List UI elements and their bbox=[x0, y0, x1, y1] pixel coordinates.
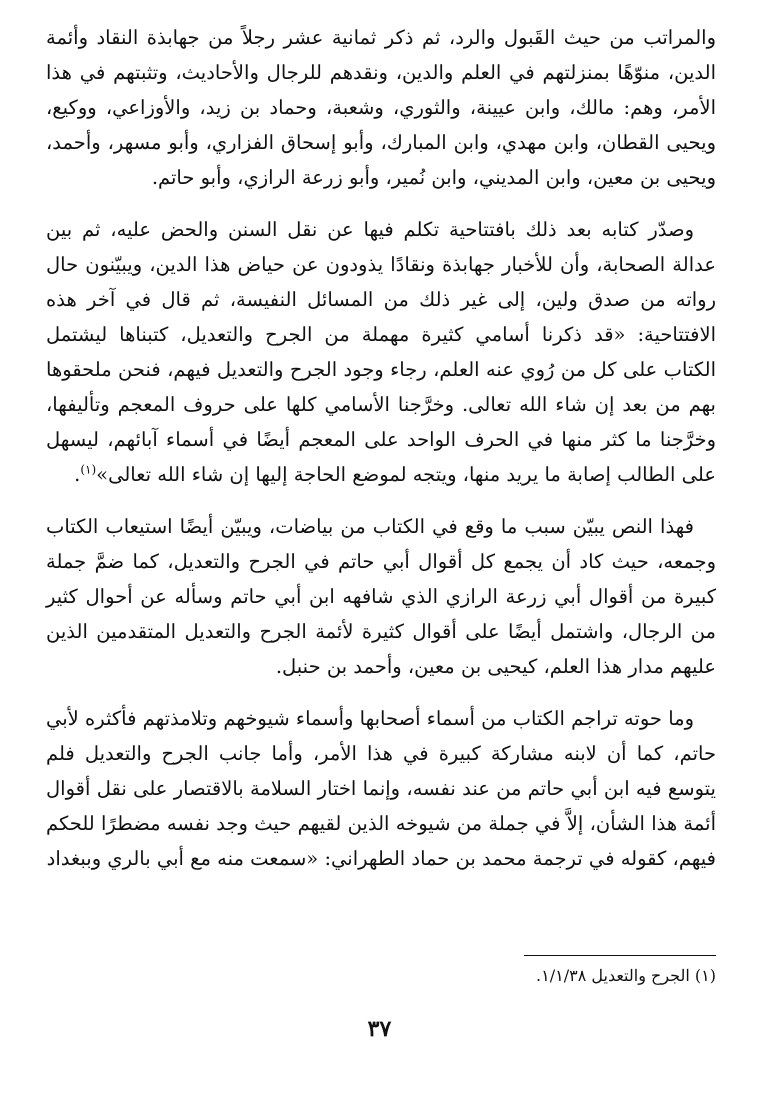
paragraph: وما حوته تراجم الكتاب من أسماء أصحابها وأسماء شيوخهم وتلامذتهم فأكثره لأبي حاتم، كما أن لابنه مشاركة كبيرة في هذا الأمر، وأما جانب الجرح والتعديل فلم يتوسع فيه ابن أبي حاتم من عند نفسه، وإنما اختار السلامة بالاقتصار على نقل أقوال أئمة هذا الشأن، إلاَّ في جملة من شيوخه الذين لقيهم حيث وجد نفسه مضطرًا للحكم فيهم، كقوله في ترجمة محمد بن حماد الطهراني: «سمعت منه مع أبي بالري وببغداد bbox=[46, 707, 716, 870]
footnote-divider bbox=[524, 955, 716, 956]
paragraph-end-period: . bbox=[74, 463, 81, 486]
paragraph: والمراتب من حيث القَبول والرد، ثم ذكر ثمانية عشر رجلاً من جهابذة النقاد وأئمة الدين، منوّهًا بمنزلتهم في العلم والدين، ونقدهم للرجال والأحاديث، وتثبتهم في هذا الأمر، وهم: مالك، وابن عيينة، والثوري، وشعبة، وحماد بن زيد، والأوزاعي، ووكيع، ويحيى القطان، وابن مهدي، وابن المبارك، وأبو إسحاق الفزاري، وأبو مسهر، وأحمد، ويحيى بن معين، وابن المديني، وابن نُمير، وأبو زرعة الرازي، وأبو حاتم. bbox=[46, 26, 716, 189]
body-text bbox=[46, 20, 716, 893]
footnote-reference[interactable]: (١) bbox=[80, 462, 97, 477]
paragraph: فهذا النص يبيّن سبب ما وقع في الكتاب من بياضات، ويبيّن أيضًا استيعاب الكتاب وجمعه، حيث كاد أن يجمع كل أقوال أبي حاتم في الجرح والتعديل، كما ضمَّ جملة كبيرة من أقوال أبي زرعة الرازي الذي شافهه ابن أبي حاتم وسأله عن أحوال كثير من الرجال، واشتمل أيضًا على أقوال كثيرة لأئمة الجرح والتعديل المتقدمين الذين عليهم مدار هذا العلم، كيحيى بن معين، وأحمد بن حنبل. bbox=[46, 515, 716, 678]
footnote: (١) الجرح والتعديل ١/١/٣٨. bbox=[536, 966, 716, 985]
paragraph-text: وصدّر كتابه بعد ذلك بافتتاحية تكلم فيها عن نقل السنن والحض عليه، ثم بين عدالة الصحابة، وأن للأخبار جهابذة ونقادًا يذودون عن حياض هذا الدين، ويبيّنون حال رواته من صدق ولين، إلى غير ذلك من المسائل النفيسة، ثم قال في آخر هذه الافتتاحية: «قد ذكرنا أسامي كثيرة مهملة من الجرح والتعديل، كتبناها ليشتمل الكتاب على كل من رُوي عنه العلم، رجاء وجود الجرح والتعديل فيهم، فنحن ملحقوها بهم من بعد إن شاء الله تعالى. وخرَّجنا الأسامي كلها على حروف المعجم وتأليفها، وخرَّجنا ما كثر منها في الحرف الواحد على المعجم أيضًا في أسماء آبائهم، ليسهل على الطالب إصابة ما يريد منها، ويتجه لموضع الحاجة إليها إن شاء الله تعالى» bbox=[46, 218, 716, 486]
paragraph bbox=[46, 212, 716, 492]
page-number: ٣٧ bbox=[367, 1016, 392, 1042]
